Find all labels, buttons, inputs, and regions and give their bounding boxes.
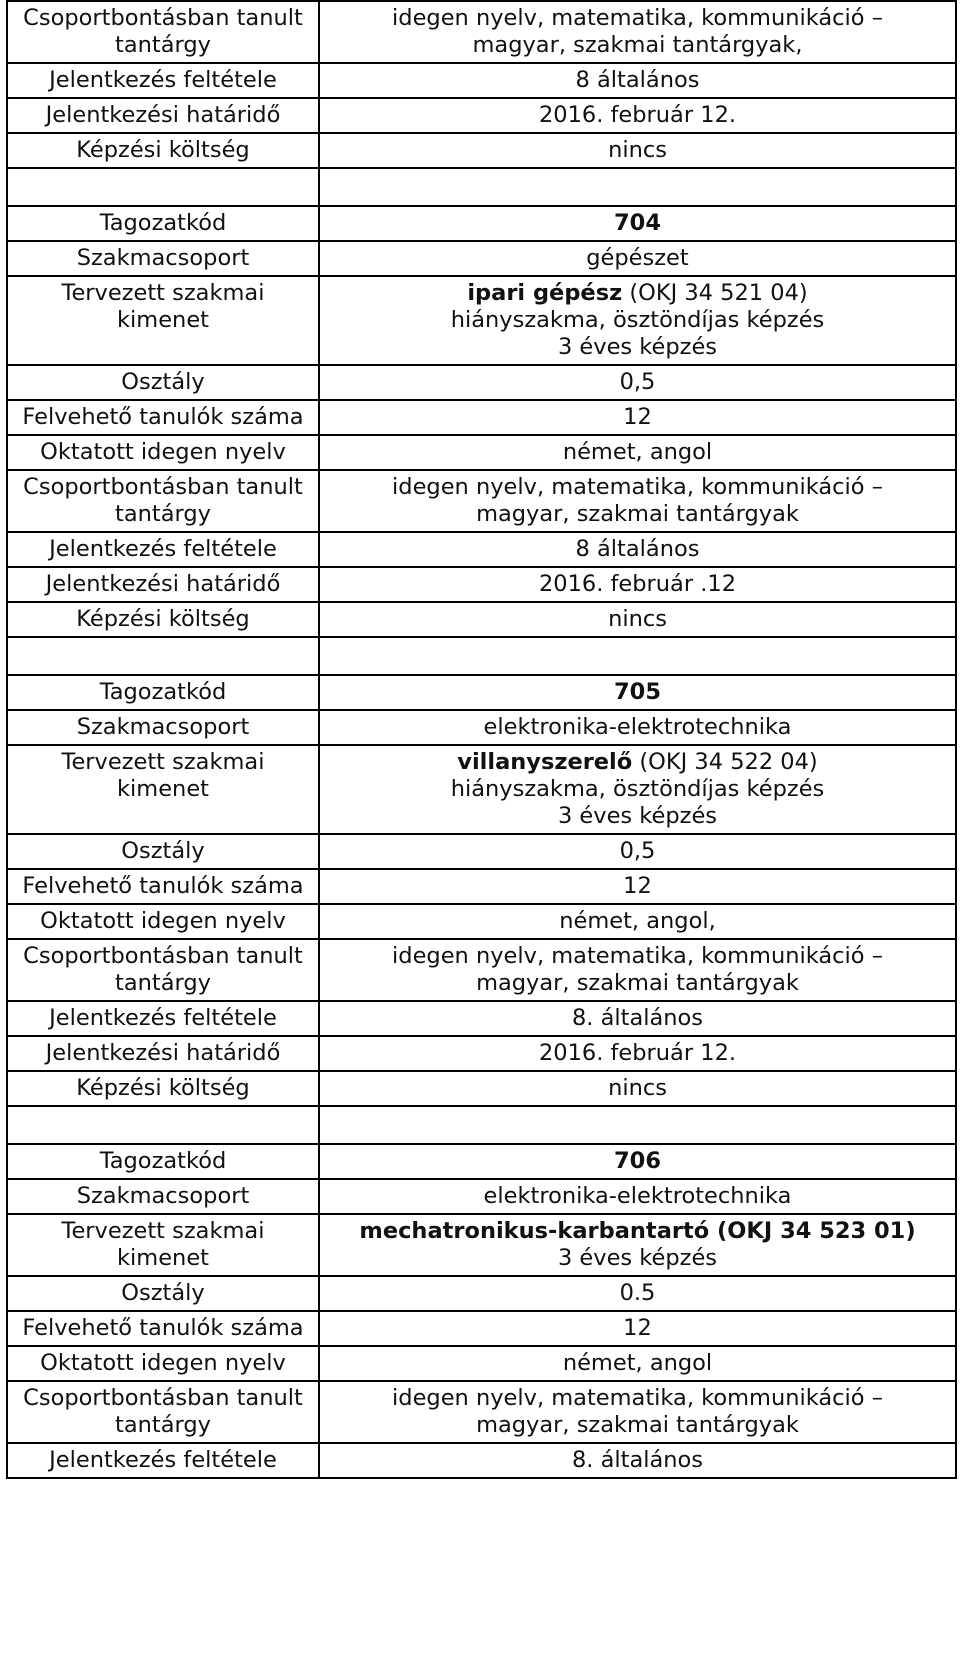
row-value-jelentkezes-feltetele	[319, 63, 956, 98]
value-line: magyar, szakmai tantárgyak	[476, 501, 799, 527]
row-label-kepzesi-koltseg: Képzési költség	[7, 602, 319, 637]
row-label-szakmacsoport: Szakmacsoport	[7, 710, 319, 745]
row-value-kepzesi-koltseg	[319, 133, 956, 168]
value-line: hiányszakma, ösztöndíjas képzés	[450, 776, 825, 802]
row-label-oktatott-idegen-nyelv: Oktatott idegen nyelv	[7, 435, 319, 470]
table-row	[7, 241, 956, 276]
value-line: magyar, szakmai tantárgyak,	[472, 32, 803, 58]
row-label-kepzesi-koltseg: Képzési költség	[7, 133, 319, 168]
table-row	[7, 470, 956, 532]
row-label-tagozatkod: Tagozatkód	[7, 206, 319, 241]
value-line: mechatronikus-karbantartó (OKJ 34 523 01)	[359, 1218, 916, 1244]
row-label-felveheto-tanulok-szama: Felvehető tanulók száma	[7, 869, 319, 904]
table-row	[7, 1179, 956, 1214]
value-line: 8. általános	[571, 1005, 704, 1031]
row-label-jelentkezesi-hatarido: Jelentkezési határidő	[7, 1036, 319, 1071]
row-label-tervezett-szakmai-kimenet: Tervezett szakmai kimenet	[7, 1214, 319, 1276]
row-label-csoportbontasban-tanult-tantargy: Csoportbontásban tanult tantárgy	[7, 470, 319, 532]
row-label-jelentkezes-feltetele: Jelentkezés feltétele	[7, 1443, 319, 1478]
value-line: elektronika-elektrotechnika	[483, 1183, 792, 1209]
row-label-csoportbontasban-tanult-tantargy: Csoportbontásban tanult tantárgy	[7, 1381, 319, 1443]
row-value-szakmacsoport	[319, 1179, 956, 1214]
row-value-osztaly	[319, 1276, 956, 1311]
row-value-csoportbontasban-tanult-tantargy	[319, 470, 956, 532]
value-line: 12	[623, 1315, 652, 1341]
row-value-csoportbontasban-tanult-tantargy	[319, 1, 956, 63]
row-value-felveheto-tanulok-szama	[319, 1311, 956, 1346]
value-line: idegen nyelv, matematika, kommunikáció –	[392, 5, 883, 31]
row-value-tagozatkod	[319, 1144, 956, 1179]
row-value-csoportbontasban-tanult-tantargy	[319, 939, 956, 1001]
row-label-jelentkezes-feltetele: Jelentkezés feltétele	[7, 1001, 319, 1036]
row-value-osztaly	[319, 834, 956, 869]
value-emphasis: villanyszerelő	[457, 749, 633, 775]
value-line: német, angol	[562, 1350, 713, 1376]
row-label-szakmacsoport: Szakmacsoport	[7, 1179, 319, 1214]
value-line: 8 általános	[575, 536, 700, 562]
row-value-oktatott-idegen-nyelv	[319, 1346, 956, 1381]
table-row	[7, 98, 956, 133]
value-line: 3 éves képzés	[557, 1245, 718, 1271]
section-separator-row	[7, 168, 956, 206]
table-row	[7, 1311, 956, 1346]
program-details-table	[6, 0, 957, 1479]
row-label-osztaly: Osztály	[7, 834, 319, 869]
value-line: 0,5	[619, 369, 656, 395]
value-line: 704	[614, 210, 661, 236]
row-label-tervezett-szakmai-kimenet: Tervezett szakmai kimenet	[7, 745, 319, 834]
row-value-jelentkezesi-hatarido	[319, 98, 956, 133]
row-label-jelentkezesi-hatarido: Jelentkezési határidő	[7, 98, 319, 133]
row-value-jelentkezes-feltetele	[319, 1001, 956, 1036]
value-line: nincs	[608, 137, 667, 163]
row-label-jelentkezesi-hatarido: Jelentkezési határidő	[7, 567, 319, 602]
value-line: 12	[623, 404, 652, 430]
value-line: 3 éves képzés	[557, 334, 718, 360]
row-label-tervezett-szakmai-kimenet: Tervezett szakmai kimenet	[7, 276, 319, 365]
value-line: idegen nyelv, matematika, kommunikáció –	[392, 1385, 883, 1411]
row-value-tervezett-szakmai-kimenet	[319, 1214, 956, 1276]
table-row	[7, 745, 956, 834]
value-text: (OKJ 34 522 04)	[632, 749, 818, 775]
table-row	[7, 1214, 956, 1276]
value-line: 0.5	[619, 1280, 656, 1306]
row-value-tagozatkod	[319, 675, 956, 710]
value-line: idegen nyelv, matematika, kommunikáció –	[392, 474, 883, 500]
table-row	[7, 710, 956, 745]
row-value-szakmacsoport	[319, 241, 956, 276]
value-line: 2016. február .12	[538, 571, 737, 597]
table-row	[7, 675, 956, 710]
value-line: 705	[614, 679, 661, 705]
row-label-csoportbontasban-tanult-tantargy: Csoportbontásban tanult tantárgy	[7, 1, 319, 63]
value-line: nincs	[608, 1075, 667, 1101]
row-value-tagozatkod	[319, 206, 956, 241]
separator-cell	[7, 637, 319, 675]
value-line	[326, 749, 949, 776]
section-separator-row	[7, 637, 956, 675]
table-row	[7, 1, 956, 63]
row-value-felveheto-tanulok-szama	[319, 869, 956, 904]
table-row	[7, 206, 956, 241]
row-label-osztaly: Osztály	[7, 1276, 319, 1311]
row-label-felveheto-tanulok-szama: Felvehető tanulók száma	[7, 1311, 319, 1346]
table-row	[7, 365, 956, 400]
row-label-oktatott-idegen-nyelv: Oktatott idegen nyelv	[7, 904, 319, 939]
separator-cell	[319, 1106, 956, 1144]
table-row	[7, 435, 956, 470]
table-row	[7, 1144, 956, 1179]
value-line: 706	[614, 1148, 661, 1174]
row-value-kepzesi-koltseg	[319, 602, 956, 637]
row-value-szakmacsoport	[319, 710, 956, 745]
row-label-tagozatkod: Tagozatkód	[7, 1144, 319, 1179]
table-row	[7, 1036, 956, 1071]
table-row	[7, 1443, 956, 1478]
value-line: idegen nyelv, matematika, kommunikáció –	[392, 943, 883, 969]
row-value-kepzesi-koltseg	[319, 1071, 956, 1106]
value-line: magyar, szakmai tantárgyak	[476, 1412, 799, 1438]
table-row	[7, 1001, 956, 1036]
table-row	[7, 133, 956, 168]
table-row	[7, 834, 956, 869]
table-row	[7, 567, 956, 602]
row-label-oktatott-idegen-nyelv: Oktatott idegen nyelv	[7, 1346, 319, 1381]
row-value-tervezett-szakmai-kimenet	[319, 276, 956, 365]
table-row	[7, 400, 956, 435]
row-label-csoportbontasban-tanult-tantargy: Csoportbontásban tanult tantárgy	[7, 939, 319, 1001]
value-line: 12	[623, 873, 652, 899]
table-row	[7, 1381, 956, 1443]
row-value-jelentkezesi-hatarido	[319, 567, 956, 602]
row-value-jelentkezes-feltetele	[319, 532, 956, 567]
table-row	[7, 1346, 956, 1381]
table-row	[7, 276, 956, 365]
value-line: elektronika-elektrotechnika	[483, 714, 792, 740]
value-text: (OKJ 34 521 04)	[622, 280, 808, 306]
row-label-tagozatkod: Tagozatkód	[7, 675, 319, 710]
row-value-osztaly	[319, 365, 956, 400]
program-details-body	[7, 1, 956, 1478]
row-value-oktatott-idegen-nyelv	[319, 435, 956, 470]
table-row	[7, 602, 956, 637]
value-emphasis: ipari gépész	[467, 280, 623, 306]
value-line	[326, 280, 949, 307]
section-separator-row	[7, 1106, 956, 1144]
row-value-tervezett-szakmai-kimenet	[319, 745, 956, 834]
row-label-osztaly: Osztály	[7, 365, 319, 400]
row-label-jelentkezes-feltetele: Jelentkezés feltétele	[7, 532, 319, 567]
row-value-jelentkezes-feltetele	[319, 1443, 956, 1478]
value-line: német, angol	[562, 439, 713, 465]
row-label-felveheto-tanulok-szama: Felvehető tanulók száma	[7, 400, 319, 435]
table-row	[7, 1276, 956, 1311]
row-value-jelentkezesi-hatarido	[319, 1036, 956, 1071]
table-row	[7, 532, 956, 567]
value-line: 2016. február 12.	[538, 102, 737, 128]
row-label-jelentkezes-feltetele: Jelentkezés feltétele	[7, 63, 319, 98]
table-row	[7, 939, 956, 1001]
value-line: gépészet	[586, 245, 689, 271]
value-line: 3 éves képzés	[557, 803, 718, 829]
row-value-csoportbontasban-tanult-tantargy	[319, 1381, 956, 1443]
table-row	[7, 869, 956, 904]
row-value-oktatott-idegen-nyelv	[319, 904, 956, 939]
value-line: 0,5	[619, 838, 656, 864]
table-row	[7, 1071, 956, 1106]
value-line: 8 általános	[575, 67, 700, 93]
separator-cell	[319, 168, 956, 206]
table-row	[7, 904, 956, 939]
value-line: 2016. február 12.	[538, 1040, 737, 1066]
separator-cell	[7, 1106, 319, 1144]
row-value-felveheto-tanulok-szama	[319, 400, 956, 435]
row-label-kepzesi-koltseg: Képzési költség	[7, 1071, 319, 1106]
value-line: 8. általános	[571, 1447, 704, 1473]
value-line: hiányszakma, ösztöndíjas képzés	[450, 307, 825, 333]
value-line: nincs	[608, 606, 667, 632]
table-row	[7, 63, 956, 98]
separator-cell	[319, 637, 956, 675]
value-line: magyar, szakmai tantárgyak	[476, 970, 799, 996]
separator-cell	[7, 168, 319, 206]
row-label-szakmacsoport: Szakmacsoport	[7, 241, 319, 276]
value-line: német, angol,	[559, 908, 716, 934]
